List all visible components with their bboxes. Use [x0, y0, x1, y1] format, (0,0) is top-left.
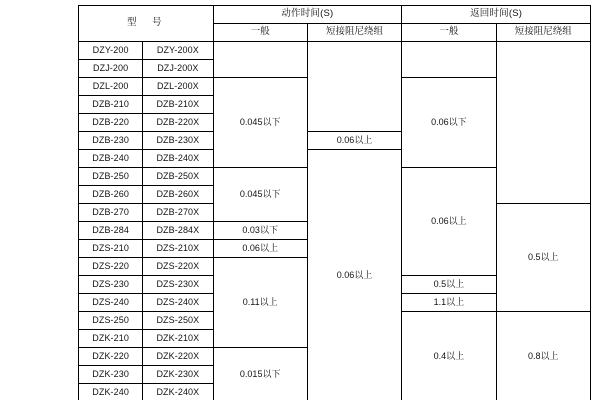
cell-model-primary: DZL-200 [79, 78, 143, 96]
cell-model-variant: DZK-240X [143, 384, 213, 400]
cell-model-variant: DZK-220X [143, 348, 213, 366]
cell-model-variant: DZB-250X [143, 168, 213, 186]
cell-action-normal: 0.11以上 [213, 258, 307, 348]
cell-action-damping: 0.06以上 [307, 150, 401, 400]
cell-model-primary: DZS-220 [79, 258, 143, 276]
cell-return-normal: 0.5以上 [402, 276, 496, 294]
cell-model-primary: DZJ-200 [79, 60, 143, 78]
cell-return-normal: 0.06以下 [402, 78, 496, 168]
cell-model-primary: DZS-210 [79, 240, 143, 258]
cell-model-primary: DZB-240 [79, 150, 143, 168]
cell-return-normal: 1.1以上 [402, 294, 496, 312]
cell-model-variant: DZK-230X [143, 366, 213, 384]
cell-action-normal: 0.03以下 [213, 222, 307, 240]
cell-model-variant: DZB-220X [143, 114, 213, 132]
cell-model-variant: DZB-230X [143, 132, 213, 150]
header-sub-action-damping: 短接阻尼绕组 [307, 24, 401, 42]
header-group-return-time: 返回时间(S) [402, 6, 591, 24]
cell-model-variant: DZJ-200X [143, 60, 213, 78]
cell-action-normal: 0.015以下 [213, 348, 307, 400]
cell-model-primary: DZB-230 [79, 132, 143, 150]
cell-action-normal [213, 42, 307, 78]
cell-model-primary: DZB-250 [79, 168, 143, 186]
cell-return-damping: 0.5以上 [496, 204, 590, 312]
cell-model-variant: DZS-220X [143, 258, 213, 276]
cell-action-normal: 0.06以上 [213, 240, 307, 258]
header-sub-return-normal: 一般 [402, 24, 496, 42]
relay-timing-table [78, 5, 591, 400]
cell-model-primary: DZS-230 [79, 276, 143, 294]
cell-model-primary: DZB-284 [79, 222, 143, 240]
cell-model-variant: DZB-260X [143, 186, 213, 204]
table-header-group-row [79, 6, 591, 24]
cell-model-primary: DZB-210 [79, 96, 143, 114]
cell-model-variant: DZL-200X [143, 78, 213, 96]
cell-return-normal [402, 42, 496, 78]
cell-model-variant: DZS-250X [143, 312, 213, 330]
cell-return-damping [496, 42, 590, 204]
cell-model-primary: DZB-220 [79, 114, 143, 132]
cell-model-primary: DZS-250 [79, 312, 143, 330]
cell-model-primary: DZS-240 [79, 294, 143, 312]
cell-return-damping: 0.8以上 [496, 312, 590, 400]
cell-model-variant: DZS-210X [143, 240, 213, 258]
cell-action-normal: 0.045以下 [213, 168, 307, 222]
cell-return-normal: 0.06以上 [402, 168, 496, 276]
table-head [79, 6, 591, 42]
cell-model-primary: DZY-200 [79, 42, 143, 60]
header-sub-action-normal: 一般 [213, 24, 307, 42]
cell-model-primary: DZK-210 [79, 330, 143, 348]
cell-model-primary: DZK-240 [79, 384, 143, 400]
cell-model-primary: DZB-260 [79, 186, 143, 204]
table-row [79, 42, 591, 60]
cell-model-variant: DZB-210X [143, 96, 213, 114]
table-body [79, 42, 591, 400]
cell-model-primary: DZB-270 [79, 204, 143, 222]
cell-model-variant: DZY-200X [143, 42, 213, 60]
cell-model-primary: DZK-230 [79, 366, 143, 384]
header-sub-return-damping: 短接阻尼绕组 [496, 24, 590, 42]
cell-model-variant: DZK-210X [143, 330, 213, 348]
cell-action-damping [307, 42, 401, 132]
header-type-label: 型 号 [79, 6, 214, 42]
header-group-action-time: 动作时间(S) [213, 6, 402, 24]
cell-model-primary: DZK-220 [79, 348, 143, 366]
cell-model-variant: DZB-284X [143, 222, 213, 240]
cell-model-variant: DZB-270X [143, 204, 213, 222]
cell-model-variant: DZS-230X [143, 276, 213, 294]
cell-action-damping: 0.06以上 [307, 132, 401, 150]
cell-model-variant: DZB-240X [143, 150, 213, 168]
cell-model-variant: DZS-240X [143, 294, 213, 312]
cell-return-normal: 0.4以上 [402, 312, 496, 400]
cell-action-normal: 0.045以下 [213, 78, 307, 168]
